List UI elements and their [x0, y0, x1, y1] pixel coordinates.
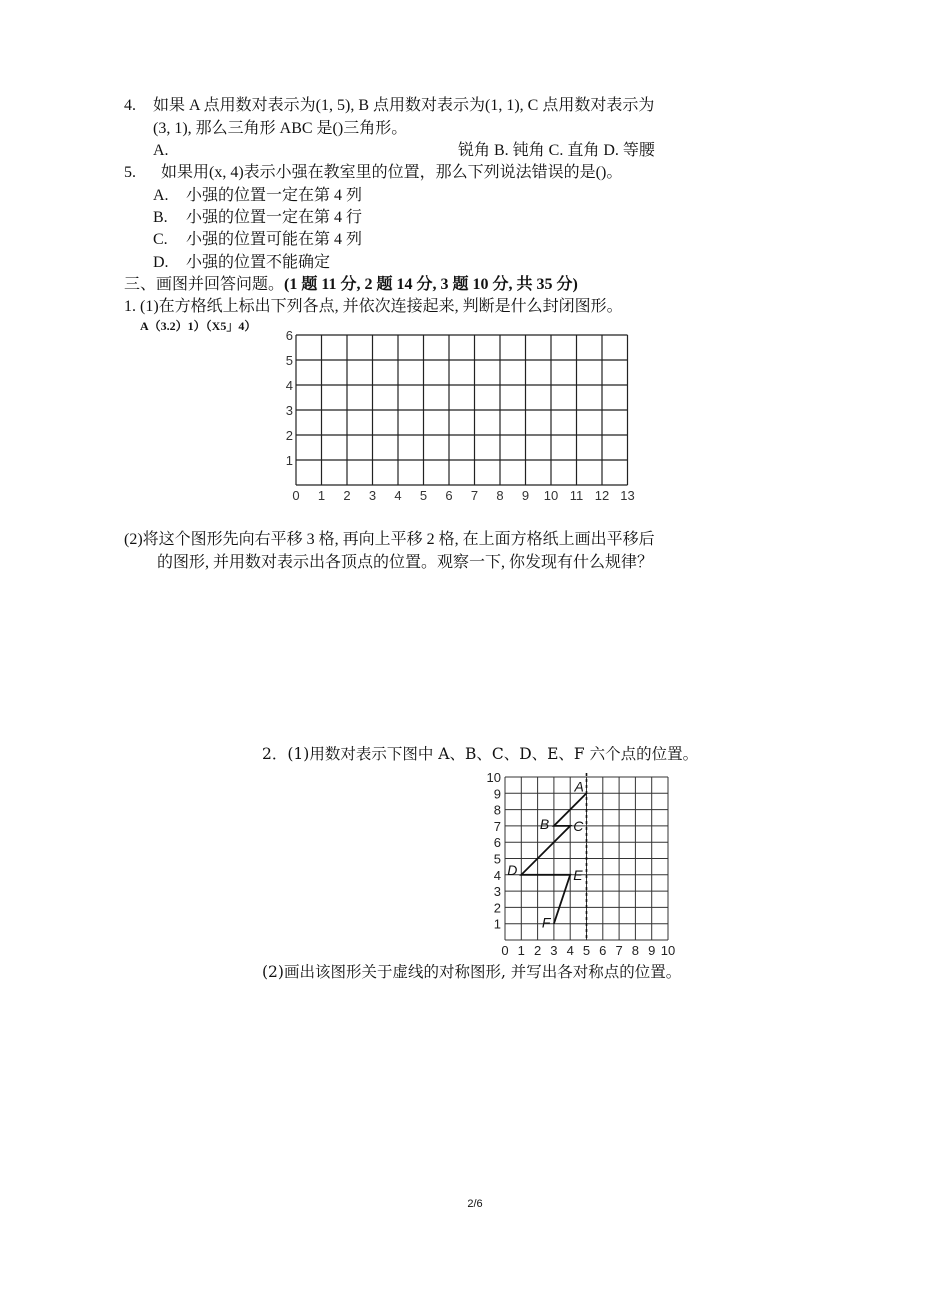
x-tick-label: 3: [550, 943, 558, 958]
x-tick-label: 6: [599, 943, 607, 958]
coordinate-grid-2: [480, 766, 690, 962]
x-tick-label: 1: [317, 488, 326, 503]
q5-option-text: 小强的位置不能确定: [186, 254, 331, 271]
problem2-line: 2．(1)用数对表示下图中 A、B、C、D、E、F 六个点的位置。: [262, 745, 699, 763]
x-tick-label: 13: [620, 488, 635, 503]
section3-scores: (1 题 11 分, 2 题 14 分, 3 题 10 分, 共 35 分): [284, 276, 578, 293]
x-tick-label: 4: [566, 943, 574, 958]
problem1-line: 1. (1)在方格纸上标出下列各点, 并依次连接起来, 判断是什么封闭图形。: [124, 298, 623, 315]
q5-number: 5.: [124, 164, 136, 181]
x-tick-label: 10: [543, 488, 559, 503]
problem1-part2-line2: 的图形, 并用数对表示出各顶点的位置。观察一下, 你发现有什么规律？: [157, 554, 654, 571]
x-tick-label: 9: [521, 488, 530, 503]
page-number: 2/6: [467, 1198, 483, 1210]
y-tick-label: 1: [285, 453, 293, 468]
x-tick-label: 0: [501, 943, 509, 958]
x-tick-label: 4: [394, 488, 402, 503]
y-tick-label: 9: [493, 786, 501, 802]
q5-option-label: C.: [153, 231, 168, 248]
point-label: D: [507, 861, 518, 878]
y-tick-label: 5: [285, 353, 293, 368]
x-tick-label: 9: [648, 943, 656, 958]
x-tick-label: 0: [292, 488, 300, 503]
q4-options: 锐角 B. 钝角 C. 直角 D. 等腰: [458, 142, 655, 159]
q4-line2: (3, 1), 那么三角形 ABC 是()三角形。: [153, 120, 408, 137]
x-tick-label: 6: [445, 488, 453, 503]
x-tick-label: 2: [343, 488, 351, 503]
y-tick-label: 3: [285, 403, 293, 418]
y-tick-label: 1: [493, 916, 501, 932]
y-tick-label: 7: [493, 818, 501, 834]
x-tick-label: 5: [419, 488, 428, 503]
x-tick-label: 12: [594, 488, 610, 503]
y-tick-label: 6: [493, 835, 501, 851]
x-tick-label: 8: [496, 488, 504, 503]
q5-option-text: 小强的位置一定在第 4 行: [186, 209, 363, 226]
x-tick-label: 11: [569, 488, 584, 503]
coordinate-grid-1: [280, 330, 650, 510]
q5-option-text: 小强的位置可能在第 4 列: [186, 231, 363, 248]
x-tick-label: 10: [660, 943, 676, 958]
y-tick-label: 8: [493, 802, 501, 818]
x-tick-label: 7: [615, 943, 623, 958]
q4-option-a: A.: [153, 142, 169, 159]
q5-stem: 如果用(x, 4)表示小强在教室里的位置，那么下列说法错误的是()。: [161, 164, 623, 181]
point-label: F: [541, 914, 551, 931]
y-tick-label: 10: [486, 770, 501, 785]
y-tick-label: 5: [493, 851, 501, 867]
x-tick-label: 2: [533, 943, 542, 958]
q5-option-text: 小强的位置一定在第 4 列: [186, 187, 363, 204]
x-tick-label: 8: [631, 943, 640, 958]
point-label: E: [573, 866, 583, 883]
x-tick-label: 1: [517, 943, 525, 958]
x-tick-label: 5: [582, 943, 591, 958]
y-tick-label: 4: [285, 378, 293, 393]
q4-line1: 如果 A 点用数对表示为(1, 5), B 点用数对表示为(1, 1), C 点用数对表示为: [153, 97, 655, 114]
point-label: B: [539, 815, 550, 832]
y-tick-label: 4: [493, 867, 501, 883]
problem1-part2-line1: (2)将这个图形先向右平移 3 格, 再向上平移 2 格, 在上面方格纸上画出平移后: [124, 531, 655, 548]
problem2-part2-line: (2)画出该图形关于虚线的对称图形, 并写出各对称点的位置。: [262, 963, 682, 981]
x-tick-label: 3: [368, 488, 377, 503]
y-tick-label: 6: [285, 330, 293, 343]
problem1-points-note: A（3.2）1）（X5」4）: [140, 319, 257, 333]
q4-number: 4.: [124, 97, 136, 114]
section3-heading: [124, 275, 578, 295]
x-tick-label: 7: [470, 488, 479, 503]
y-tick-label: 2: [493, 900, 501, 916]
section3-title: 三、画图并回答问题。: [124, 276, 285, 293]
y-tick-label: 2: [285, 428, 293, 443]
q5-option-label: A.: [153, 187, 169, 204]
y-tick-label: 3: [493, 884, 501, 900]
q5-option-label: B.: [153, 209, 168, 226]
point-label: A: [574, 778, 584, 795]
point-label: C: [573, 817, 584, 834]
q5-option-label: D.: [153, 254, 169, 271]
